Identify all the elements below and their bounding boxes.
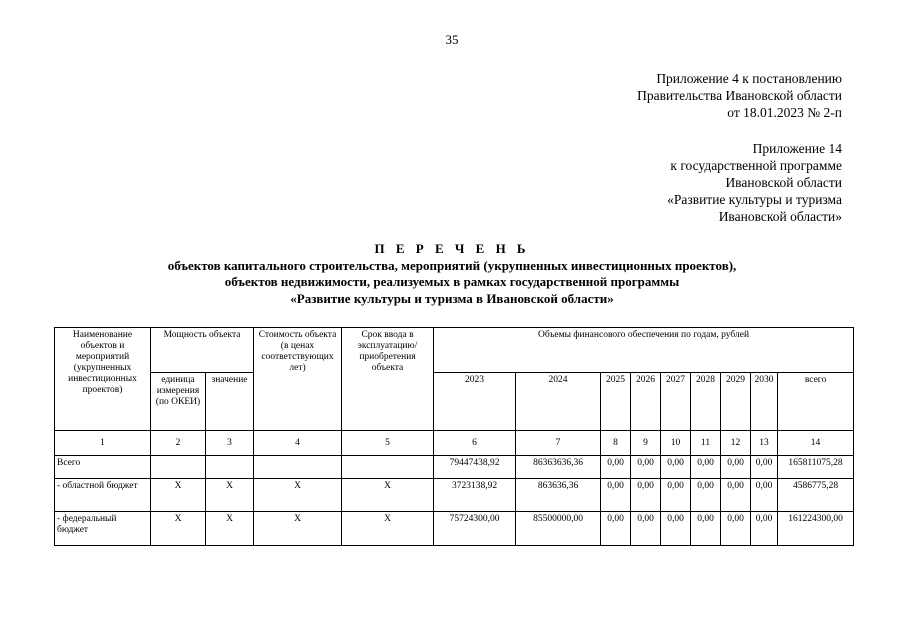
column-index: 2 (151, 431, 206, 456)
attachment-program-line: к государственной программе (670, 158, 842, 173)
row-total: 161224300,00 (778, 512, 854, 546)
title-line: объектов капитального строительства, мероприятий (укрупненных инвестиционных проектов), (167, 257, 737, 273)
column-index-row (55, 431, 854, 456)
attachment-program-line: Ивановской области» (718, 209, 842, 224)
row-amount: 0,00 (601, 479, 631, 512)
document-title (0, 241, 904, 307)
row-amount: 85500000,00 (516, 512, 601, 546)
row-amount: 3723138,92 (434, 479, 516, 512)
header-total: всего (778, 373, 854, 431)
row-amount: 0,00 (661, 512, 691, 546)
table-row (55, 512, 854, 546)
row-amount: 75724300,00 (434, 512, 516, 546)
header-year: 2027 (661, 373, 691, 431)
attachment-decree-line: Приложение 4 к постановлению (656, 71, 842, 86)
row-deadline: Х (342, 479, 434, 512)
header-year: 2025 (601, 373, 631, 431)
row-value (206, 456, 254, 479)
row-amount: 0,00 (661, 456, 691, 479)
table-row (55, 479, 854, 512)
header-year: 2024 (516, 373, 601, 431)
financing-table (54, 327, 854, 546)
row-amount: 0,00 (751, 512, 778, 546)
attachment-program-line: Ивановской области (725, 175, 842, 190)
column-index: 9 (631, 431, 661, 456)
column-index: 12 (721, 431, 751, 456)
row-amount: 0,00 (631, 479, 661, 512)
attachment-program-line: Приложение 14 (752, 141, 842, 156)
attachment-decree-line: от 18.01.2023 № 2-п (727, 105, 842, 120)
header-value: значение (206, 373, 254, 431)
header-year: 2029 (721, 373, 751, 431)
column-index: 14 (778, 431, 854, 456)
row-amount: 0,00 (751, 456, 778, 479)
column-index: 5 (342, 431, 434, 456)
column-index: 6 (434, 431, 516, 456)
row-amount: 863636,36 (516, 479, 601, 512)
row-deadline: Х (342, 512, 434, 546)
row-name: - областной бюджет (55, 479, 151, 512)
column-index: 3 (206, 431, 254, 456)
row-amount: 0,00 (661, 479, 691, 512)
row-unit (151, 456, 206, 479)
row-cost: Х (254, 479, 342, 512)
table-row (55, 456, 854, 479)
row-amount: 0,00 (691, 512, 721, 546)
title-heading: П Е Р Е Ч Е Н Ь (374, 241, 530, 256)
row-amount: 0,00 (751, 479, 778, 512)
row-deadline (342, 456, 434, 479)
header-year: 2028 (691, 373, 721, 431)
row-total: 4586775,28 (778, 479, 854, 512)
attachment-decree-line: Правительства Ивановской области (637, 88, 842, 103)
row-amount: 0,00 (601, 512, 631, 546)
column-index: 13 (751, 431, 778, 456)
row-amount: 0,00 (631, 512, 661, 546)
header-capacity: Мощность объекта (151, 328, 254, 373)
attachment-program-line: «Развитие культуры и туризма (667, 192, 842, 207)
row-value: Х (206, 512, 254, 546)
attachment-decree-block (637, 70, 842, 121)
attachment-program-block (667, 140, 842, 225)
row-unit: Х (151, 479, 206, 512)
header-name: Наименование объектов и мероприятий (укрупненных инвестиционных проектов) (55, 328, 151, 431)
column-index: 10 (661, 431, 691, 456)
row-amount: 0,00 (721, 456, 751, 479)
header-cost: Стоимость объекта (в ценах соответствующих лет) (254, 328, 342, 431)
row-value: Х (206, 479, 254, 512)
header-funding: Объемы финансового обеспечения по годам, рублей (434, 328, 854, 373)
header-year: 2026 (631, 373, 661, 431)
column-index: 4 (254, 431, 342, 456)
title-line: «Развитие культуры и туризма в Ивановской области» (290, 290, 614, 306)
row-amount: 86363636,36 (516, 456, 601, 479)
row-amount: 0,00 (721, 479, 751, 512)
row-name: Всего (55, 456, 151, 479)
header-year: 2023 (434, 373, 516, 431)
row-amount: 0,00 (691, 456, 721, 479)
page-number: 35 (445, 32, 459, 47)
row-total: 165811075,28 (778, 456, 854, 479)
row-amount: 79447438,92 (434, 456, 516, 479)
row-cost: Х (254, 512, 342, 546)
header-deadline: Срок ввода в эксплуатацию/ приобретения объекта (342, 328, 434, 431)
column-index: 7 (516, 431, 601, 456)
column-index: 1 (55, 431, 151, 456)
header-year: 2030 (751, 373, 778, 431)
row-cost (254, 456, 342, 479)
row-amount: 0,00 (721, 512, 751, 546)
row-unit: Х (151, 512, 206, 546)
row-amount: 0,00 (601, 456, 631, 479)
title-line: объектов недвижимости, реализуемых в рамках государственной программы (224, 274, 680, 289)
row-name: - федеральный бюджет (55, 512, 151, 546)
column-index: 8 (601, 431, 631, 456)
row-amount: 0,00 (631, 456, 661, 479)
header-unit: единица измерения (по ОКЕИ) (151, 373, 206, 431)
column-index: 11 (691, 431, 721, 456)
row-amount: 0,00 (691, 479, 721, 512)
